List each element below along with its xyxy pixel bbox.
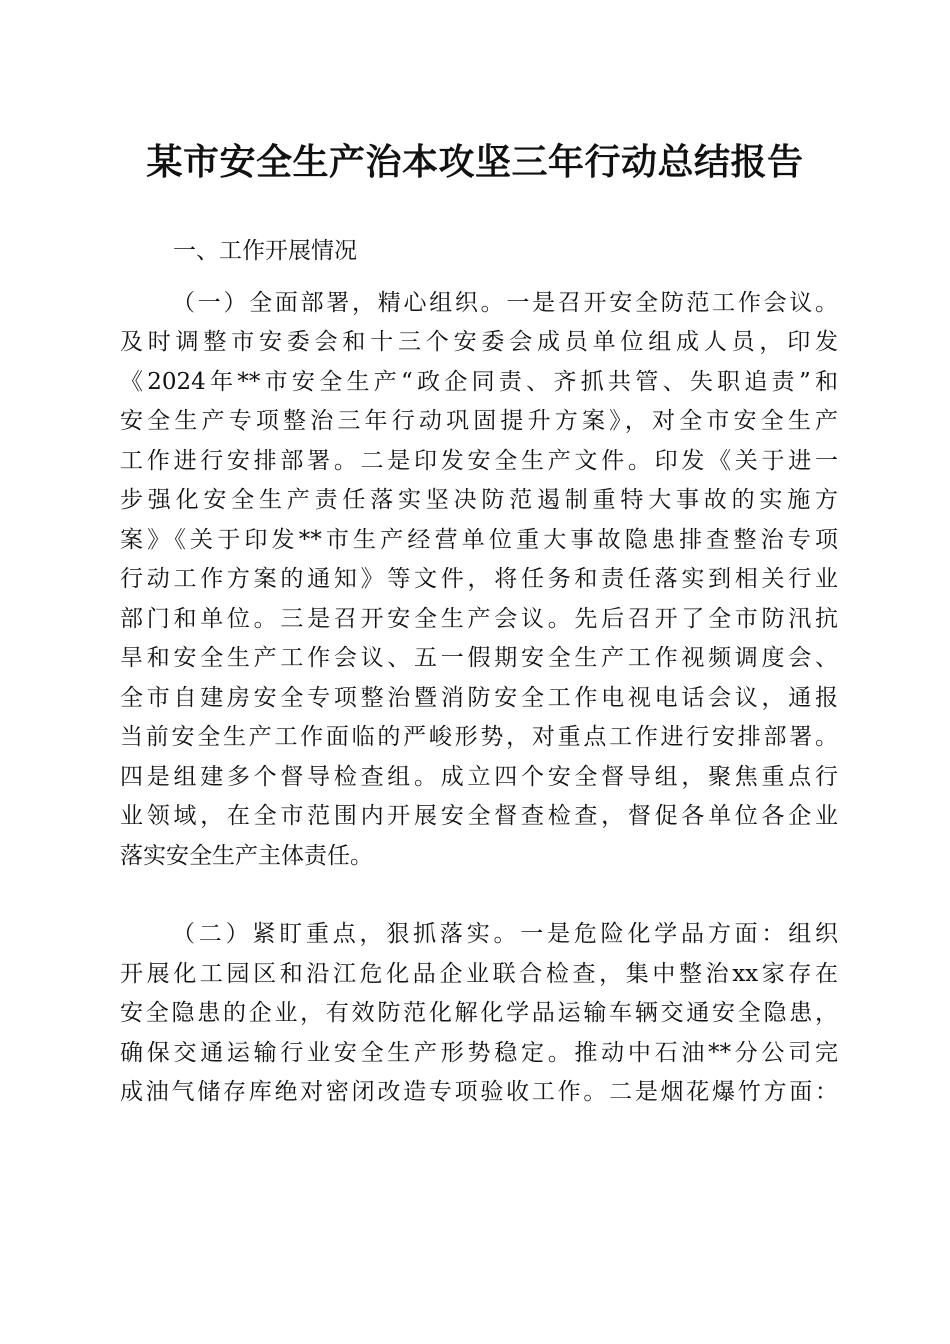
paragraph-line — [172, 286, 838, 320]
paragraph-line: 及时调整市安委会和十三个安委会成员单位组成人员，印发 — [120, 329, 838, 355]
paragraph-line: 工作进行安排部署。二是印发安全生产文件。印发《关于进一 — [120, 448, 838, 474]
paragraph-line: 行动工作方案的通知》等文件，将任务和责任落实到相关行业 — [120, 566, 838, 592]
paragraph-line: 当前安全生产工作面临的严峻形势，对重点工作进行安排部署。 — [120, 724, 838, 750]
paragraph-subheading: （二）紧盯重点，狠抓落实。 — [172, 921, 521, 947]
paragraph-line: 步强化安全生产责任落实坚决防范遏制重特大事故的实施方 — [120, 487, 838, 513]
paragraph-line: 业领域，在全市范围内开展安全督查检查，督促各单位各企业 — [120, 803, 838, 829]
paragraph-subheading: （一）全面部署，精心组织。 — [172, 290, 507, 316]
paragraph-text: 一是危险化学品方面：组织 — [520, 921, 839, 947]
paragraph-line: 成油气储存库绝对密闭改造专项验收工作。二是烟花爆竹方面： — [120, 1079, 838, 1105]
paragraph-line: 落实安全生产主体责任。 — [120, 843, 373, 869]
paragraph-line: 四是组建多个督导检查组。成立四个安全督导组，聚焦重点行 — [120, 764, 838, 790]
paragraph-line: 安全隐患的企业，有效防范化解化学品运输车辆交通安全隐患， — [120, 1000, 838, 1026]
paragraph-line: 旱和安全生产工作会议、五一假期安全生产工作视频调度会、 — [120, 645, 838, 671]
section-heading: 一、工作开展情况 — [173, 238, 357, 264]
paragraph-text: 一是召开安全防范工作会议。 — [506, 290, 839, 316]
paragraph-line: 部门和单位。三是召开安全生产会议。先后召开了全市防汛抗 — [120, 606, 838, 632]
paragraph-line: 开展化工园区和沿江危化品企业联合检查，集中整治xx家存在 — [120, 961, 838, 987]
paragraph-line: 《2024年**市安全生产“政企同责、齐抓共管、失职追责”和 — [120, 369, 838, 395]
paragraph-line: 案》《关于印发**市生产经营单位重大事故隐患排查整治专项 — [120, 527, 838, 553]
paragraph-line: 安全生产专项整治三年行动巩固提升方案》，对全市安全生产 — [120, 408, 838, 434]
paragraph-line: 全市自建房安全专项整治暨消防安全工作电视电话会议，通报 — [120, 685, 838, 711]
document-title: 某市安全生产治本攻坚三年行动总结报告 — [146, 141, 804, 183]
paragraph-line: 确保交通运输行业安全生产形势稳定。推动中石油**分公司完 — [120, 1040, 838, 1066]
paragraph-line — [172, 917, 838, 951]
